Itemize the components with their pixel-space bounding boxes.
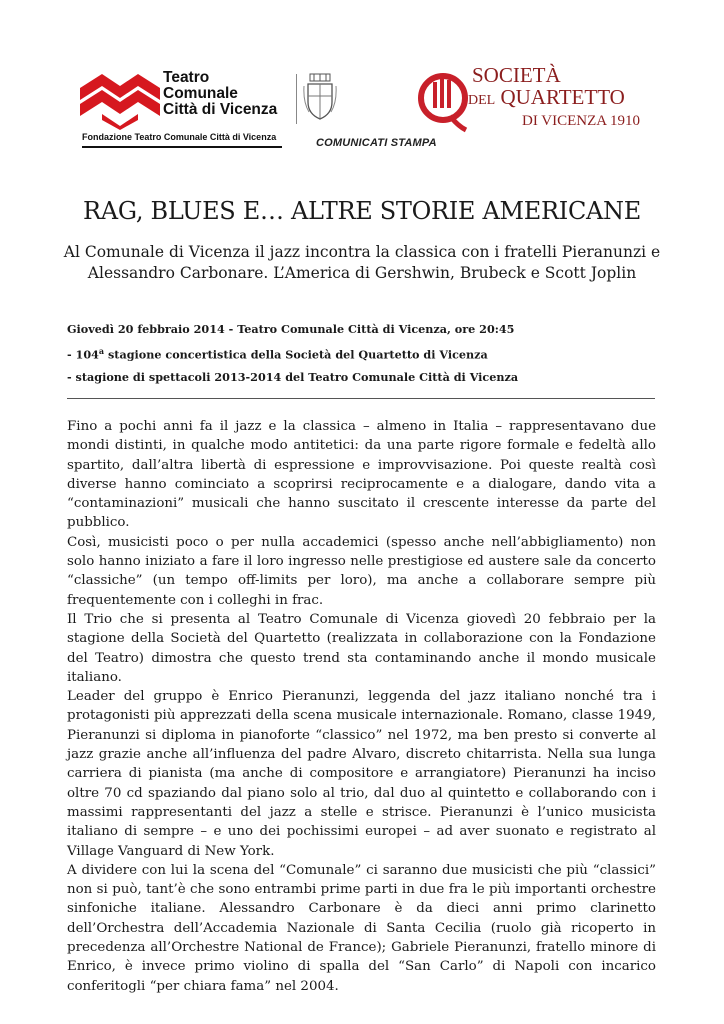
teatro-logo-line3: Città di Vicenza [163,101,278,118]
societa-logo-line2 [468,86,640,112]
societa-logo-line3: DI VICENZA 1910 [522,113,641,129]
paragraph: Leader del gruppo è Enrico Pieranunzi, leggenda del jazz italiano nonché tra i protagonisti più apprezzati della scena musicale internazionale. Romano, classe 1949, Pieranunzi si diploma in pianoforte “classico” nel 1972, ma ben presto si converte al jazz grazie anche all’influenza del padre Alvaro, discreto chitarrista. Nella sua lunga carriera di pianista (ma anche di compositore e arrangiatore) Pieranunzi ha inciso oltre 70 cd spaziando dal piano solo al trio, dal duo al quintetto e collaborando con i massimi rappresentanti del jazz a stelle e strisce. Pieranunzi è l’unico musicista italiano di sempre – e uno dei pochissimi europei – ad aver suonato e registrato al Village Vanguard di New York. [67,689,656,859]
event-season-prefix: - 104 [67,347,99,362]
coat-of-arms-icon [303,72,337,122]
event-info [67,318,518,388]
paragraph: A dividere con lui la scena del “Comunale” ci saranno due musicisti che più “classici” non si può, tant’è che sono entrambi prime parti in due fra le più importanti orchestre sinfoniche italiane. Alessandro Carbonare è da dieci anni primo clarinetto dell’Orchestra dell’Accademia Nazionale di Santa Cecilia (ruolo già ricoperto in precedenza all’Orchestre National de France); Gabriele Pieranunzi, fratello minore di Enrico, è invece primo violino di spalla del “San Carlo” di Napoli con incarico conferitogli “per chiara fama” nel 2004. [67,862,656,994]
paragraph: Fino a pochi anni fa il jazz e la classica – almeno in Italia – rappresentavano due mondi distinti, in qualche modo antitetici: da una parte rigore formale e fedeltà allo spartito, dall’altra libertà di espressione e improvvisazione. Poi queste realtà così diverse hanno cominciato a scoprirsi reciprocamente e a dialogare, dando vita a “contaminazioni” musicali che hanno suscitato il crescente interesse da parte del pubblico. [67,419,656,531]
societa-logo-line2-small: DEL [468,93,496,108]
event-program-line: - stagione di spettacoli 2013-2014 del Teatro Comunale Città di Vicenza [67,369,519,384]
societa-logo-line2-big: QUARTETTO [500,85,625,109]
event-date-line: Giovedì 20 febbraio 2014 - Teatro Comunale Città di Vicenza, ore 20:45 [67,322,515,336]
page-subtitle: Al Comunale di Vicenza il jazz incontra la classica con i fratelli Pieranunzi e Alessandro Carbonare. L’America di Gershwin, Brubeck e Scott Joplin [63,243,661,282]
paragraph: Il Trio che si presenta al Teatro Comunale di Vicenza giovedì 20 febbraio per la stagione della Società del Quartetto (realizzata in collaborazione con la Fondazione del Teatro) dimostra che questo trend sta contaminando anche il mondo musicale italiano. [67,611,656,685]
societa-quartetto-emblem-icon [418,68,468,134]
event-season-sup: a [98,346,105,356]
teatro-logo-line1: Teatro [163,69,210,86]
section-divider [67,398,655,399]
foundation-underline [82,146,282,148]
logo-divider [296,74,297,124]
letterhead [0,0,724,170]
teatro-logo-line2: Comunale [163,85,238,102]
event-season-suffix: stagione concertistica della Società del Quartetto di Vicenza [104,347,488,362]
foundation-name: Fondazione Teatro Comunale Città di Vicenza [82,132,277,142]
societa-quartetto-wordmark [468,64,640,130]
paragraph: Così, musicisti poco o per nulla accademici (spesso anche nell’abbigliamento) non solo hanno iniziato a fare il loro ingresso nelle prestigiose ed austere sale da concerto “classiche” (un tempo off-limits per loro), ma anche a collaborare sempre più frequentemente con i colleghi in frac. [67,534,656,608]
page-title: RAG, BLUES E… ALTRE STORIE AMERICANE [83,197,641,225]
societa-logo-line1: SOCIETÀ [472,63,561,87]
teatro-comunale-wordmark [163,70,277,118]
event-season-line [67,340,518,366]
press-release-label: COMUNICATI STAMPA [316,137,437,149]
article-body [67,417,656,996]
